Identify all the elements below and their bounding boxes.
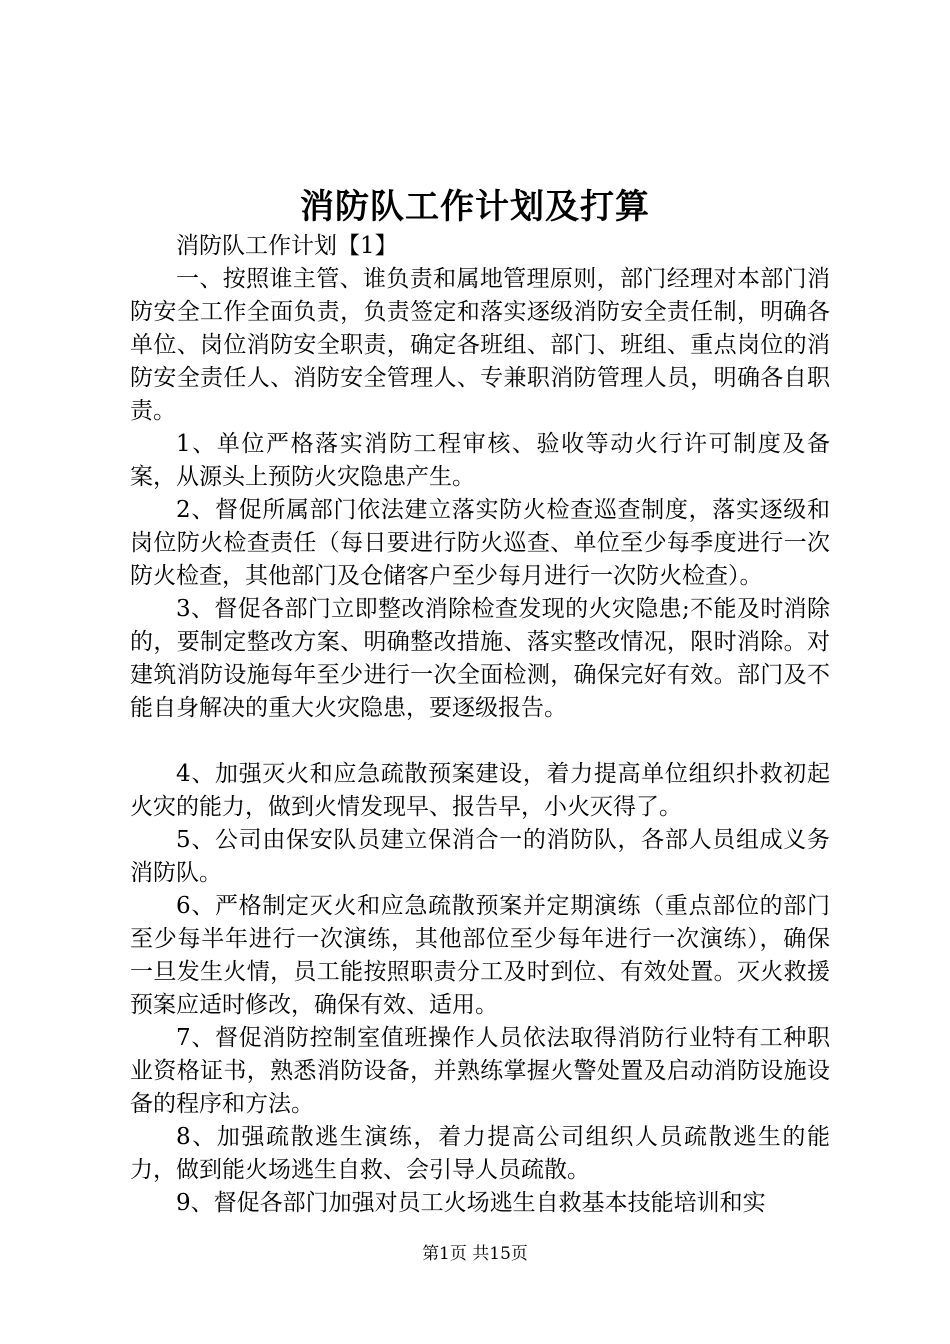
page-footer: 第1页 共15页 — [422, 1244, 528, 1264]
paragraph-1: 一、按照谁主管、谁负责和属地管理原则，部门经理对本部门消防安全工作全面负责，负责签定和落实逐级消防安全责任制，明确各单位、岗位消防安全职责，确定各班组、部门、班组、重点岗位的消防安全责任人、消防安全管理人、专兼职消防管理人员，明确各自职责。 — [130, 266, 830, 424]
paragraph-8: 7、督促消防控制室值班操作人员依法取得消防行业特有工种职业资格证书，熟悉消防设备，并熟练掌握火警处置及启动消防设施设备的程序和方法。 — [130, 1025, 830, 1117]
section-heading: 消防队工作计划【1】 — [176, 233, 398, 259]
paragraph-3: 2、督促所属部门依法建立落实防火检查巡查制度，落实逐级和岗位防火检查责任（每日要进行防火巡查、单位至少每季度进行一次防火检查，其他部门及仓储客户至少每月进行一次防火检查）。 — [130, 497, 830, 589]
paragraph-2: 1、单位严格落实消防工程审核、验收等动火行许可制度及备案，从源头上预防火灾隐患产生。 — [130, 431, 830, 490]
paragraph-4: 3、督促各部门立即整改消除检查发现的火灾隐患;不能及时消除的，要制定整改方案、明确整改措施、落实整改情况，限时消除。对建筑消防设施每年至少进行一次全面检测，确保完好有效。部门及不能自身解决的重大火灾隐患，要逐级报告。 — [130, 596, 830, 721]
paragraph-7: 6、严格制定灭火和应急疏散预案并定期演练（重点部位的部门至少每半年进行一次演练，其他部位至少每年进行一次演练），确保一旦发生火情，员工能按照职责分工及时到位、有效处置。灭火救援预案应适时修改，确保有效、适用。 — [130, 893, 830, 1018]
document-title: 消防队工作计划及打算 — [300, 187, 650, 227]
document-body — [130, 230, 830, 1220]
paragraph-10: 9、督促各部门加强对员工火场逃生自救基本技能培训和实 — [176, 1190, 766, 1216]
paragraph-6: 5、公司由保安队员建立保消合一的消防队，各部人员组成义务消防队。 — [130, 827, 830, 886]
paragraph-5: 4、加强灭火和应急疏散预案建设，着力提高单位组织扑救初起火灾的能力，做到火情发现早、报告早，小火灭得了。 — [130, 761, 830, 820]
paragraph-9: 8、加强疏散逃生演练，着力提高公司组织人员疏散逃生的能力，做到能火场逃生自救、会引导人员疏散。 — [130, 1124, 830, 1183]
